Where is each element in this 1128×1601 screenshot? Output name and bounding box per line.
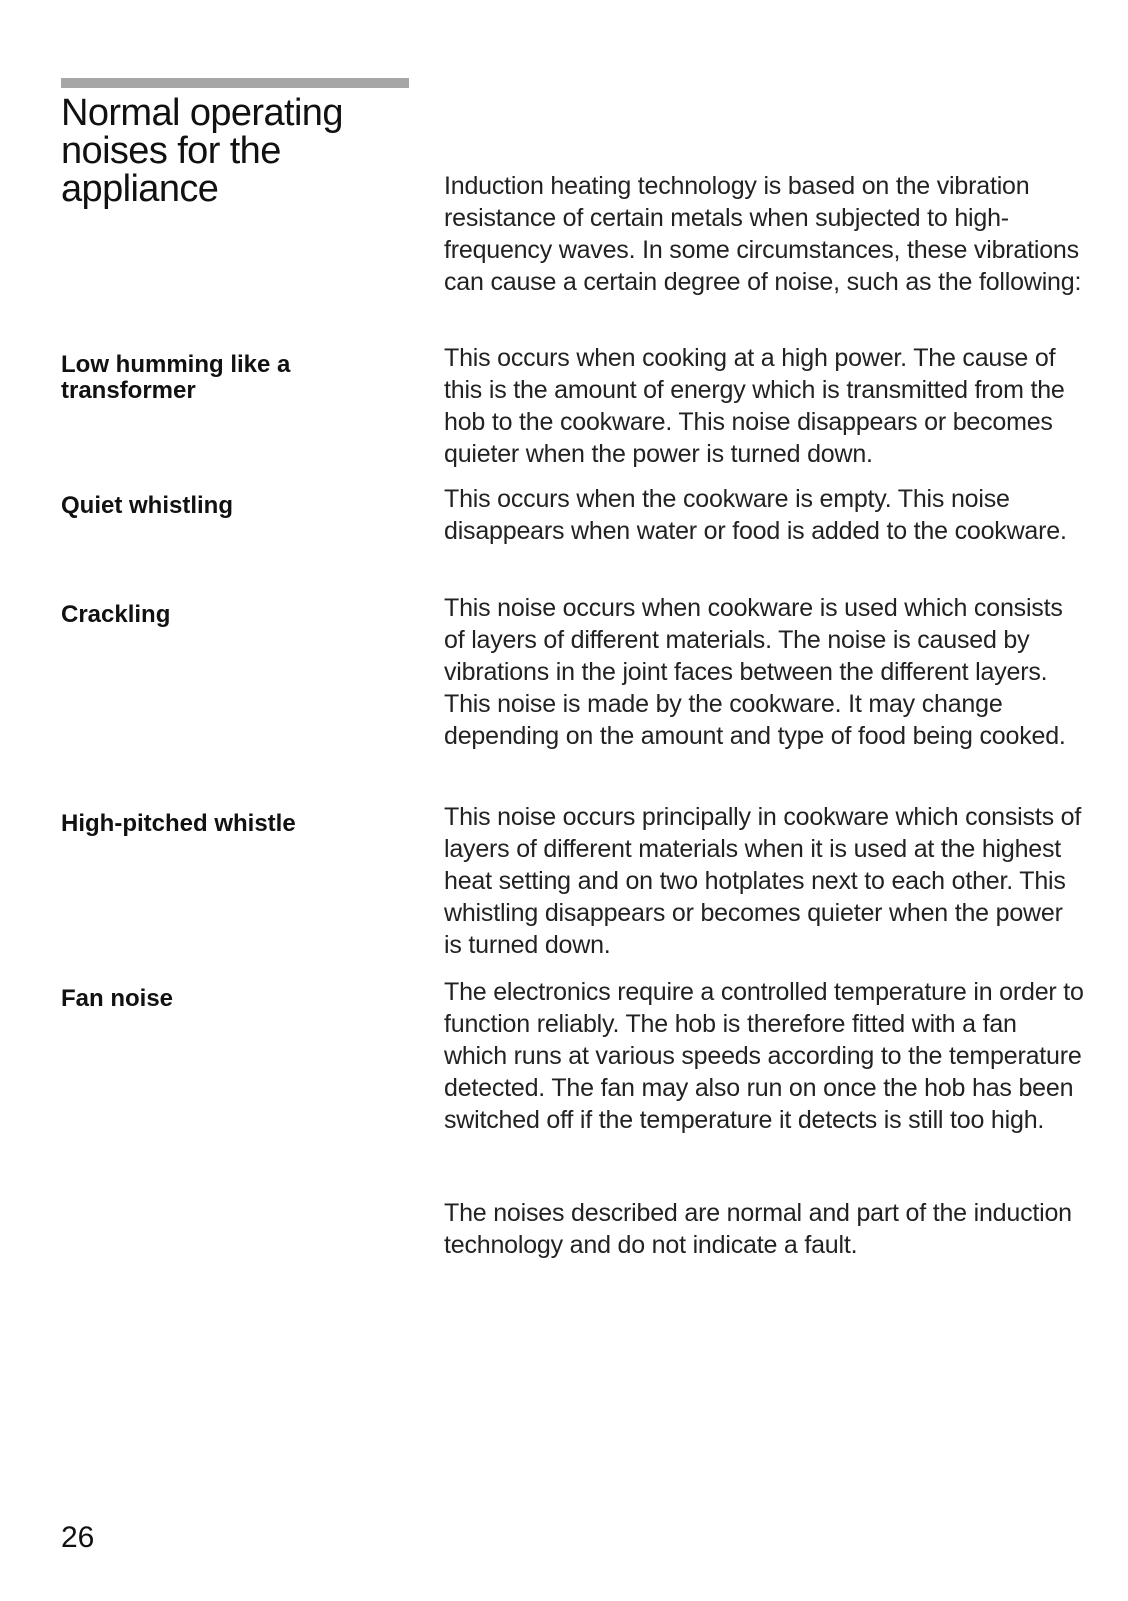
intro-paragraph: Induction heating technology is based on the vibration resistance of certain metals when subjected to high-frequency waves. In some circumstances, these vibrations can cause a certain degree of noise, such as the following: — [444, 172, 1082, 296]
closing-paragraph: The noises described are normal and part of the induction technology and do not indicate a fault. — [444, 1199, 1072, 1259]
noise-label: High-pitched whistle — [61, 810, 296, 837]
noise-description: This noise occurs when cookware is used which consists of layers of different materials. The noise is caused by vibrations in the joint faces between the different layers. This noise is made by the cookware. It may change depending on the amount and type of food being cooked. — [444, 594, 1066, 750]
noise-label: Quiet whistling — [61, 492, 233, 519]
noise-description: The electronics require a controlled temperature in order to function reliably. The hob is therefore fitted with a fan which runs at various speeds according to the temperature detected. The fan may also run on once the hob has been switched off if the temperature it detects is still too high. — [444, 978, 1084, 1134]
section-rule — [61, 78, 409, 88]
noise-label: Crackling — [61, 601, 171, 628]
noise-description: This occurs when the cookware is empty. This noise disappears when water or food is added to the cookware. — [444, 485, 1067, 545]
page-title: Normal operating noises for the appliance — [61, 92, 343, 210]
noise-label: Fan noise — [61, 985, 174, 1012]
noise-description: This noise occurs principally in cookware which consists of layers of different materials when it is used at the highest heat setting and on two hotplates next to each other. This whistling disappears or becomes quieter when the power is turned down. — [444, 803, 1082, 959]
noise-label: Low humming like a transformer — [61, 351, 291, 404]
page-number: 26 — [61, 1521, 95, 1554]
noise-description: This occurs when cooking at a high power. The cause of this is the amount of energy which is transmitted from the hob to the cookware. This noise disappears or becomes quieter when the power is turned down. — [444, 344, 1065, 468]
